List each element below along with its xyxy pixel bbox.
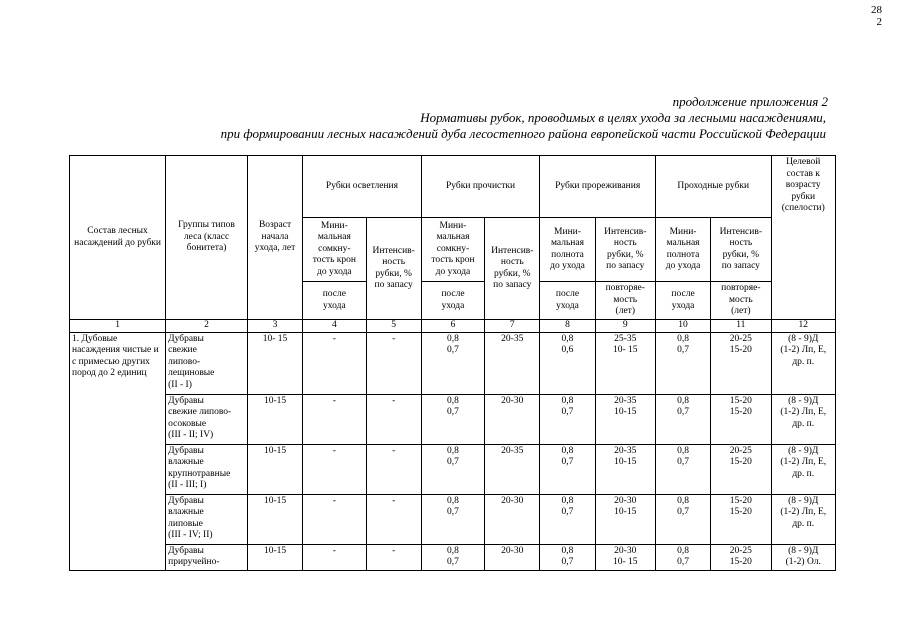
table-row <box>70 444 836 494</box>
header-forest-groups: Группы типов леса (класс бонитета) <box>166 156 248 320</box>
value-cell: 0,8 0,7 <box>421 332 484 394</box>
composition-cell: 1. Дубовые насаждения чистые и с примесью других пород до 2 единиц <box>70 332 166 570</box>
header-repeatability-prohod: повторяе- мость (лет) <box>711 282 771 320</box>
value-cell: 20-25 15-20 <box>711 444 771 494</box>
value-cell: 0,8 0,6 <box>540 332 595 394</box>
target-composition-cell: (8 - 9)Д (1-2) Лп, Е, др. п. <box>771 394 836 444</box>
value-cell: 0,8 0,7 <box>655 332 710 394</box>
value-cell: 20-30 <box>485 544 540 570</box>
value-cell: - <box>303 444 366 494</box>
forest-group-cell: Дубравы свежие липово- лещиновые (II - I) <box>166 332 248 394</box>
value-cell: - <box>303 544 366 570</box>
column-number: 6 <box>421 320 484 333</box>
column-number: 7 <box>485 320 540 333</box>
start-age-cell: 10-15 <box>247 544 302 570</box>
value-cell: 25-35 10- 15 <box>595 332 655 394</box>
column-number: 8 <box>540 320 595 333</box>
header-group-osvetlenie: Рубки осветления <box>303 156 422 218</box>
column-number: 10 <box>655 320 710 333</box>
column-number: 1 <box>70 320 166 333</box>
value-cell: 15-20 15-20 <box>711 494 771 544</box>
value-cell: - <box>366 494 421 544</box>
title-line-1: Нормативы рубок, проводимых в целях ухода за лесными насаждениями, <box>420 110 826 125</box>
value-cell: 0,8 0,7 <box>421 544 484 570</box>
column-number: 2 <box>166 320 248 333</box>
column-number: 9 <box>595 320 655 333</box>
table-title <box>70 110 826 142</box>
value-cell: 15-20 15-20 <box>711 394 771 444</box>
target-composition-cell: (8 - 9)Д (1-2) Ол. <box>771 544 836 570</box>
header-min-density-prohod: Мини- мальная полнота до ухода <box>655 218 710 282</box>
value-cell: 20-25 15-20 <box>711 332 771 394</box>
value-cell: - <box>303 332 366 394</box>
value-cell: - <box>366 444 421 494</box>
start-age-cell: 10-15 <box>247 494 302 544</box>
header-intensity-prorezh: Интенсив- ность рубки, % по запасу <box>595 218 655 282</box>
value-cell: 0,8 0,7 <box>540 544 595 570</box>
value-cell: 20-30 <box>485 394 540 444</box>
value-cell: 0,8 0,7 <box>655 394 710 444</box>
target-composition-cell: (8 - 9)Д (1-2) Лп, Е, др. п. <box>771 444 836 494</box>
forest-group-cell: Дубравы влажные крупнотравные (II - III; I) <box>166 444 248 494</box>
forest-group-cell: Дубравы приручейно- <box>166 544 248 570</box>
value-cell: 20-30 <box>485 494 540 544</box>
column-number: 11 <box>711 320 771 333</box>
table-row <box>70 332 836 394</box>
value-cell: 0,8 0,7 <box>655 444 710 494</box>
start-age-cell: 10-15 <box>247 444 302 494</box>
norms-table <box>69 155 836 571</box>
value-cell: 0,8 0,7 <box>421 394 484 444</box>
value-cell: 0,8 0,7 <box>655 544 710 570</box>
target-composition-cell: (8 - 9)Д (1-2) Лп, Е, др. п. <box>771 494 836 544</box>
column-number: 3 <box>247 320 302 333</box>
header-group-prochistka: Рубки прочистки <box>421 156 540 218</box>
value-cell: 20-30 10-15 <box>595 494 655 544</box>
header-group-prohodnye: Проходные рубки <box>655 156 771 218</box>
column-number: 4 <box>303 320 366 333</box>
value-cell: 20-30 10- 15 <box>595 544 655 570</box>
value-cell: 0,8 0,7 <box>655 494 710 544</box>
page-number: 28 2 <box>871 4 882 28</box>
value-cell: 0,8 0,7 <box>540 394 595 444</box>
header-intensity-prohod: Интенсив- ность рубки, % по запасу <box>711 218 771 282</box>
header-min-closure-osv: Мини- мальная сомкну- тость крон до ухода <box>303 218 366 282</box>
header-composition: Состав лесных насаждений до рубки <box>70 156 166 320</box>
header-intensity-proch: Интенсив- ность рубки, % по запасу <box>485 218 540 320</box>
value-cell: - <box>366 544 421 570</box>
value-cell: 20-35 <box>485 444 540 494</box>
start-age-cell: 10- 15 <box>247 332 302 394</box>
value-cell: - <box>303 394 366 444</box>
header-after-care-prohod: после ухода <box>655 282 710 320</box>
table-row <box>70 394 836 444</box>
value-cell: 0,8 0,7 <box>421 444 484 494</box>
continuation-label: продолжение приложения 2 <box>672 94 828 109</box>
target-composition-cell: (8 - 9)Д (1-2) Лп, Е, др. п. <box>771 332 836 394</box>
value-cell: 0,8 0,7 <box>540 494 595 544</box>
value-cell: 20-35 <box>485 332 540 394</box>
value-cell: 0,8 0,7 <box>540 444 595 494</box>
title-line-2: при формировании лесных насаждений дуба лесостепного района европейской части Российской Федерации <box>220 126 826 141</box>
value-cell: 20-35 10-15 <box>595 394 655 444</box>
value-cell: 20-25 15-20 <box>711 544 771 570</box>
forest-group-cell: Дубравы свежие липово- осоковые (III - II; IV) <box>166 394 248 444</box>
value-cell: 20-35 10-15 <box>595 444 655 494</box>
value-cell: 0,8 0,7 <box>421 494 484 544</box>
table-row <box>70 494 836 544</box>
value-cell: - <box>366 332 421 394</box>
header-min-density-prorezh: Мини- мальная полнота до ухода <box>540 218 595 282</box>
header-after-care-osv: после ухода <box>303 282 366 320</box>
forest-group-cell: Дубравы влажные липовые (III - IV; II) <box>166 494 248 544</box>
start-age-cell: 10-15 <box>247 394 302 444</box>
value-cell: - <box>366 394 421 444</box>
header-min-closure-proch: Мини- мальная сомкну- тость крон до ухода <box>421 218 484 282</box>
header-after-care-prorezh: после ухода <box>540 282 595 320</box>
header-after-care-proch: после ухода <box>421 282 484 320</box>
header-group-prorezhivanie: Рубки прореживания <box>540 156 656 218</box>
header-intensity-osv: Интенсив- ность рубки, % по запасу <box>366 218 421 320</box>
table-row <box>70 544 836 570</box>
column-number: 12 <box>771 320 836 333</box>
header-repeatability-prorezh: повторяе- мость (лет) <box>595 282 655 320</box>
header-start-age: Возраст начала ухода, лет <box>247 156 302 320</box>
column-number: 5 <box>366 320 421 333</box>
value-cell: - <box>303 494 366 544</box>
header-target-composition: Целевой состав к возрасту рубки (спелости) <box>771 156 836 320</box>
